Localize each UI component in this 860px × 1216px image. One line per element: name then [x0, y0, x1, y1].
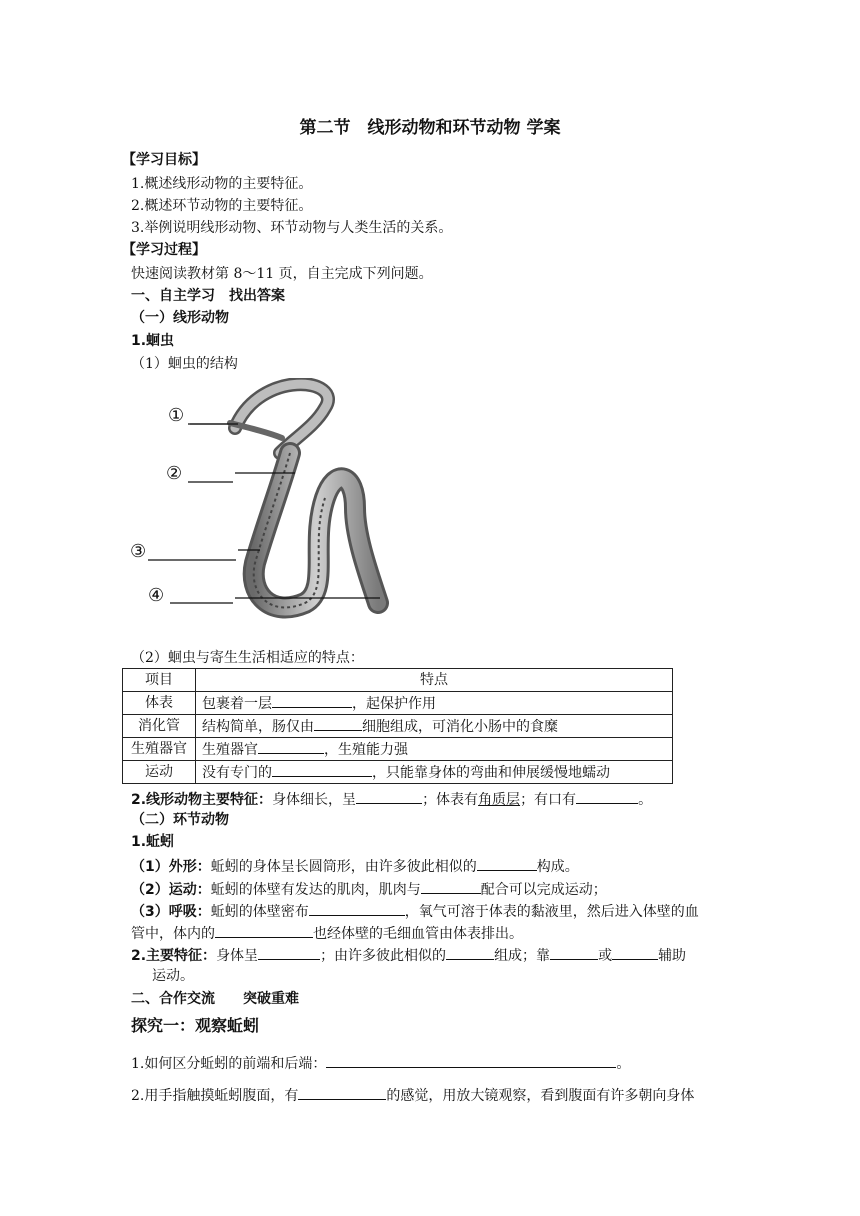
answer-blank[interactable] [314, 715, 362, 731]
answer-blank[interactable] [272, 761, 372, 777]
earthworm-movement: （2）运动：蚯蚓的体壁有发达的肌肉，肌肉与 配合可以完成运动； [131, 878, 607, 900]
answer-blank[interactable] [215, 922, 313, 938]
table-row [123, 738, 673, 761]
diagram-label-4: ④ [148, 585, 165, 606]
row-item: 消化管 [123, 715, 196, 738]
objectives-heading: 【学习目标】 [122, 152, 206, 168]
earthworm-heading: 1.蚯蚓 [131, 834, 175, 850]
objective-3: 3.举例说明线形动物、环节动物与人类生活的关系。 [131, 220, 453, 236]
answer-blank[interactable] [272, 692, 352, 708]
earthworm-breathing: （3）呼吸：蚯蚓的体壁密布 ，氧气可溶于体表的黏液里，然后进入体壁的血 [131, 900, 699, 922]
answer-blank[interactable] [356, 788, 422, 804]
header-feature: 特点 [196, 669, 673, 692]
answer-blank[interactable] [421, 878, 481, 894]
row-item: 生殖器官 [123, 738, 196, 761]
table-header-row [123, 669, 673, 692]
objective-1: 1.概述线形动物的主要特征。 [131, 176, 313, 192]
row-item: 运动 [123, 761, 196, 784]
header-item: 项目 [123, 669, 196, 692]
row-feature: 结构简单，肠仅由 细胞组成，可消化小肠中的食糜 [196, 715, 673, 738]
row-feature: 包裹着一层 ，起保护作用 [196, 692, 673, 715]
answer-blank[interactable] [298, 1084, 386, 1100]
earthworm-breathing-cont: 管中，体内的 也经体壁的毛细血管由体表排出。 [131, 922, 523, 944]
process-intro: 快速阅读教材第 8～11 页，自主完成下列问题。 [131, 266, 433, 282]
answer-blank[interactable] [612, 944, 658, 960]
question-1: 1.如何区分蚯蚓的前端和后端： 。 [131, 1052, 630, 1074]
answer-blank[interactable] [258, 944, 320, 960]
part2-heading: 二、合作交流 突破重难 [131, 991, 299, 1007]
table-row [123, 715, 673, 738]
row-feature: 生殖器官 ，生殖能力强 [196, 738, 673, 761]
answer-blank[interactable] [576, 788, 638, 804]
answer-blank[interactable] [309, 900, 405, 916]
explore-heading: 探究一：观察蚯蚓 [131, 1016, 260, 1035]
annelid-heading: （二）环节动物 [131, 812, 229, 828]
table-caption: （2）蛔虫与寄生生活相适应的特点： [131, 650, 364, 666]
page-title: 第二节 线形动物和环节动物 学案 [299, 118, 561, 138]
nematode-heading: （一）线形动物 [131, 310, 229, 326]
table-row [123, 761, 673, 784]
row-item: 体表 [123, 692, 196, 715]
adaptation-table [122, 668, 673, 784]
diagram-label-1: ① [168, 405, 185, 426]
roundworm-heading: 1.蛔虫 [131, 333, 175, 349]
answer-blank[interactable] [446, 944, 494, 960]
structure-label: （1）蛔虫的结构 [131, 356, 238, 372]
objective-2: 2.概述环节动物的主要特征。 [131, 198, 313, 214]
question-2: 2.用手指触摸蚯蚓腹面，有 的感觉，用放大镜观察，看到腹面有许多朝向身体 [131, 1084, 694, 1106]
earthworm-shape: （1）外形：蚯蚓的身体呈长圆筒形，由许多彼此相似的 构成。 [131, 855, 579, 877]
row-feature: 没有专门的 ，只能靠身体的弯曲和伸展缓慢地蠕动 [196, 761, 673, 784]
annelid-features-cont: 运动。 [152, 968, 194, 984]
answer-blank[interactable] [258, 738, 324, 754]
table-row [123, 692, 673, 715]
nematode-features: 2.线形动物主要特征：身体细长，呈 ；体表有角质层；有口有 。 [131, 788, 652, 810]
answer-blank[interactable] [477, 855, 537, 871]
annelid-features: 2.主要特征：身体呈 ；由许多彼此相似的 组成；靠 或 辅助 [131, 944, 686, 966]
answer-blank[interactable] [326, 1052, 616, 1068]
part1-heading: 一、自主学习 找出答案 [131, 288, 285, 304]
diagram-label-2: ② [166, 463, 183, 484]
answer-blank[interactable] [550, 944, 598, 960]
process-heading: 【学习过程】 [122, 242, 206, 258]
diagram-label-3: ③ [130, 541, 147, 562]
